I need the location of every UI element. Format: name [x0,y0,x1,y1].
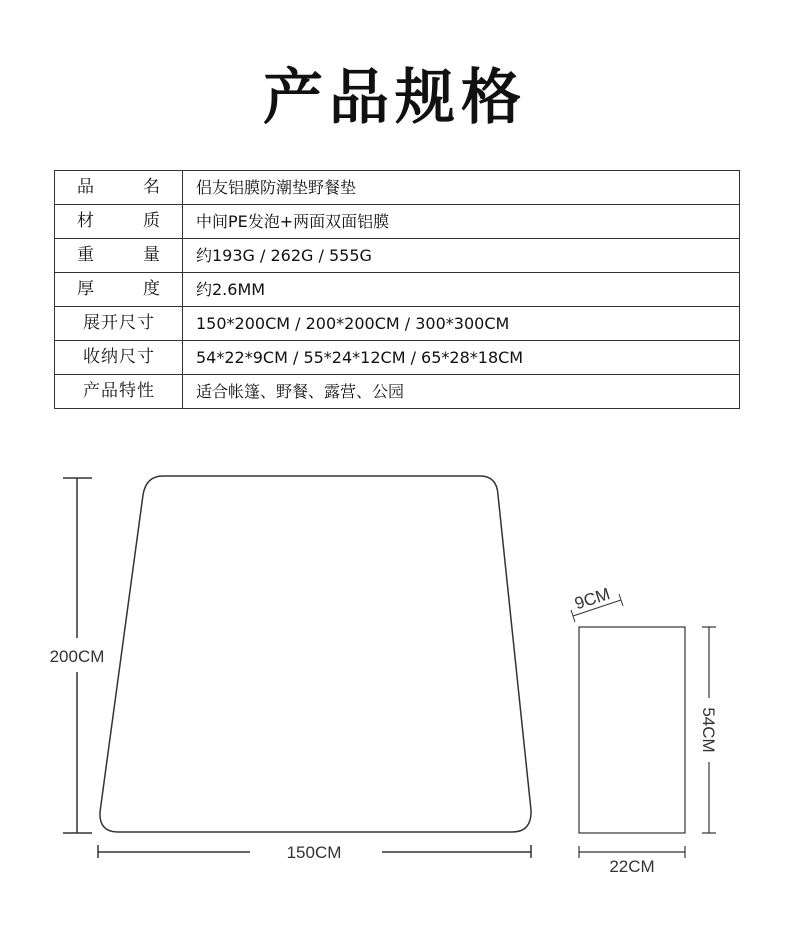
table-row [55,375,740,409]
page-title: 产品规格 [263,63,527,133]
package-depth-label: 9CM [572,584,613,614]
spec-value-name: 侣友铝膜防潮垫野餐垫 [183,171,740,205]
mat-height-dimension [50,478,105,833]
mat-height-label: 200CM [49,647,105,666]
spec-label-cell [55,273,183,307]
package-height-label: 54CM [699,707,718,753]
table-row [55,273,740,307]
dimension-diagram [0,440,790,920]
spec-label-thickness: 厚度 [77,279,160,299]
spec-label-cell [55,205,183,239]
spec-value-folded-size: 54*22*9CM / 55*24*12CM / 65*28*18CM [183,341,740,375]
package-box [579,627,685,833]
table-row [55,239,740,273]
package-height-dimension [699,627,718,833]
mat-outline [100,476,531,832]
spec-label-cell [55,307,183,341]
spec-label-weight: 重量 [77,245,160,265]
table-row [55,171,740,205]
spec-label-cell [55,171,183,205]
spec-value-features: 适合帐篷、野餐、露营、公园 [183,375,740,409]
spec-label-unfolded-size: 展开尺寸 [83,313,154,333]
mat-width-label: 150CM [286,843,342,862]
spec-label-cell [55,341,183,375]
table-row [55,307,740,341]
spec-label-name: 品名 [77,177,160,197]
table-row [55,205,740,239]
spec-value-material: 中间PE发泡+两面双面铝膜 [183,205,740,239]
package-width-dimension [579,846,685,876]
spec-label-folded-size: 收纳尺寸 [83,347,154,367]
spec-label-cell [55,239,183,273]
spec-label-material: 材质 [77,211,160,231]
spec-value-weight: 约193G / 262G / 555G [183,239,740,273]
spec-table [54,170,740,409]
spec-value-unfolded-size: 150*200CM / 200*200CM / 300*300CM [183,307,740,341]
mat-width-dimension [98,843,531,862]
spec-value-thickness: 约2.6MM [183,273,740,307]
package-width-label: 22CM [609,857,655,876]
spec-label-cell [55,375,183,409]
table-row [55,341,740,375]
package-depth-dimension [571,584,623,622]
spec-label-features: 产品特性 [83,381,154,401]
